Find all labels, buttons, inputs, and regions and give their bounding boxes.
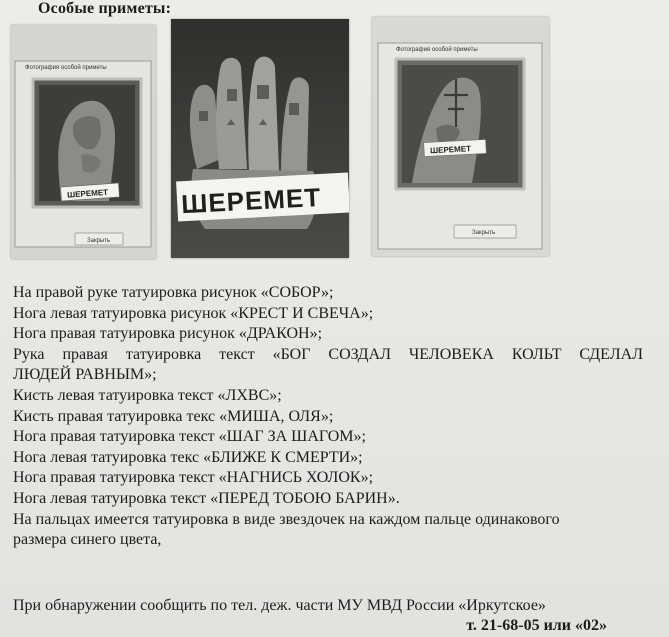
text-line: Нога правая татуировка текст «НАГНИСЬ ХОЛОК»;: [13, 469, 374, 487]
text-line: Нога левая татуировка текс «БЛИЖЕ К СМЕРТИ»;: [13, 448, 363, 466]
tag-label: ШЕРЕМЕТ: [180, 181, 322, 220]
text-line: На правой руке татуировка рисунок «СОБОР»;: [13, 284, 334, 301]
text-line: размера синего цвета,: [13, 531, 162, 549]
contact-footer: [13, 596, 633, 636]
tattoo-photo-1: [11, 25, 156, 259]
text-line: Нога правая татуировка рисунок «ДРАКОН»;: [13, 325, 323, 343]
text-line: Кисть левая татуировка текст «ЛХВС»;: [13, 386, 282, 404]
text-line: ЛЮДЕЙ РАВНЫМ»;: [13, 366, 157, 384]
text-line: На пальцах имеется татуировка в виде звездочек на каждом пальце одинакового: [13, 510, 560, 528]
tag-label: ШЕРЕМЕТ: [66, 187, 109, 200]
tattoo-photo-2: [171, 19, 349, 258]
text-line: Нога левая татуировка текст «ПЕРЕД ТОБОЮ БАРИН».: [13, 489, 400, 507]
text-line: Рука правая татуировка текст «БОГ СОЗДАЛ ЧЕЛОВЕКА КОЛЬТ СДЕЛАЛ: [13, 345, 643, 363]
close-button[interactable]: Закрыть: [87, 238, 111, 244]
text-line: Нога правая татуировка текст «ШАГ ЗА ШАГОМ»;: [13, 428, 366, 446]
tag-label: ШЕРЕМЕТ: [429, 144, 472, 156]
tattoo-photo-3: [372, 17, 549, 256]
text-line: Кисть правая татуировка текс «МИША, ОЛЯ»;: [13, 407, 334, 425]
contact-instruction: При обнаружении сообщить по тел. деж. части МУ МВД России «Иркутское»: [13, 597, 546, 614]
text-line: Нога левая татуировка рисунок «КРЕСТ И СВЕЧА»;: [13, 304, 374, 322]
description-text: [13, 283, 643, 551]
window-title: Фотография особой приметы: [396, 47, 478, 53]
window-title: Фотография особой приметы: [25, 65, 107, 71]
contact-phone: т. 21-68-05 или «02»: [466, 617, 607, 634]
close-button[interactable]: Закрыть: [472, 230, 496, 236]
section-heading: Особые приметы:: [38, 0, 172, 17]
